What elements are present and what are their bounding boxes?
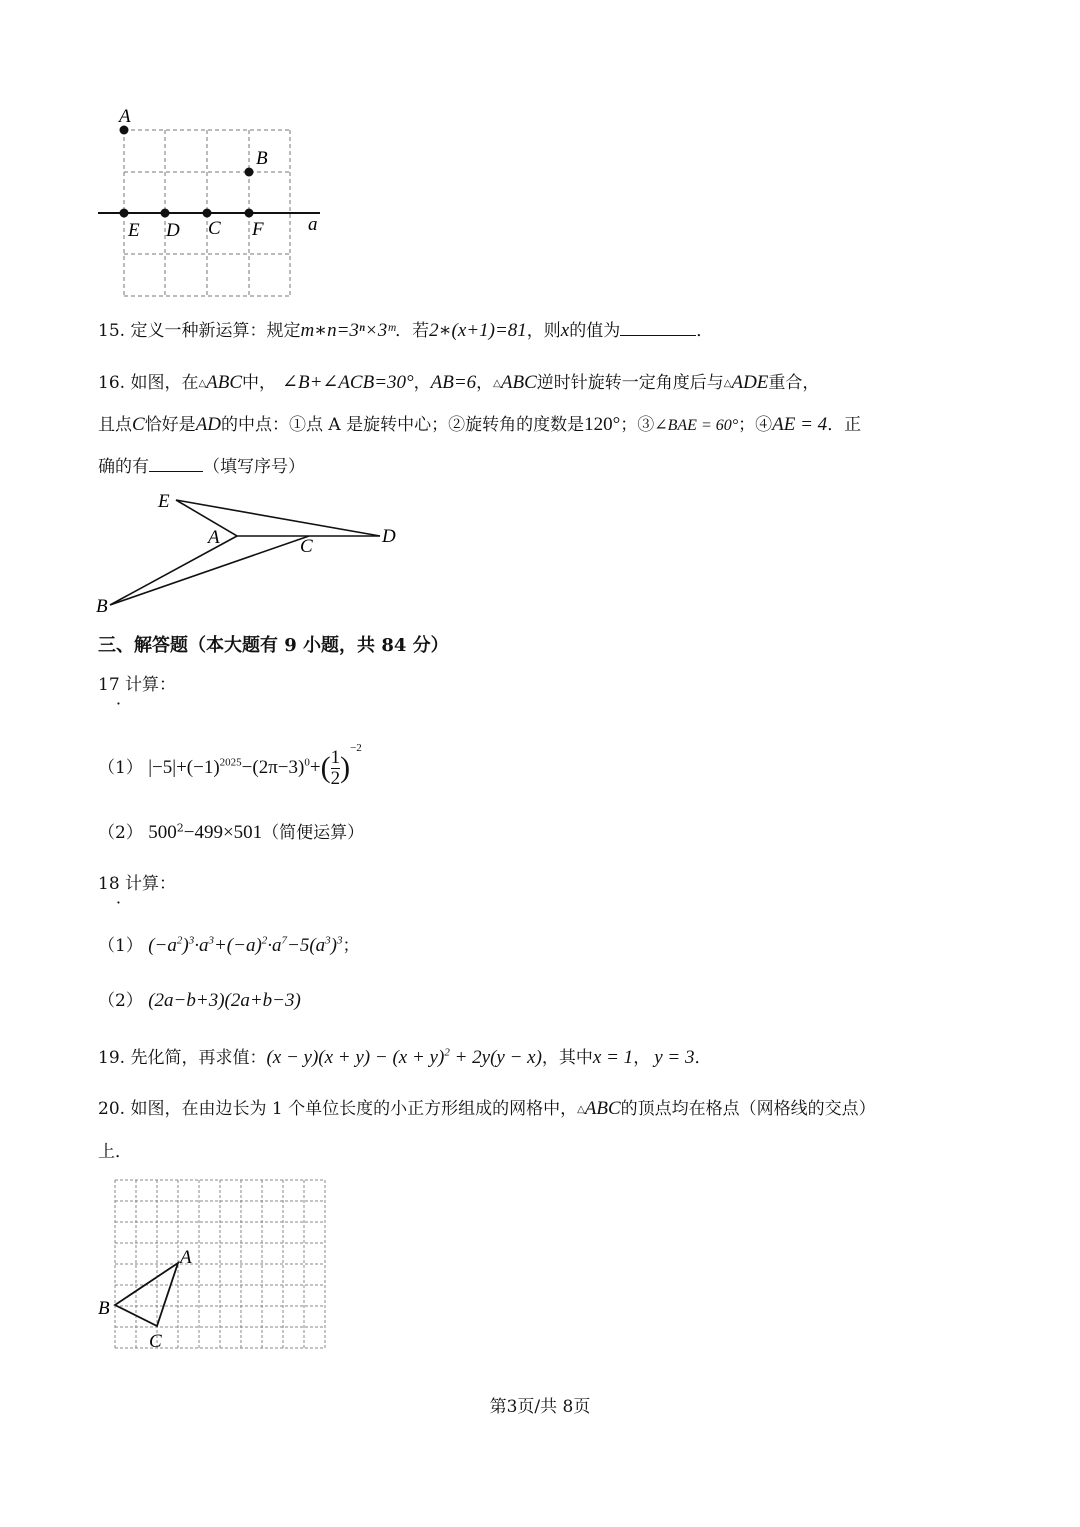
q15-mid: ．若 bbox=[395, 321, 430, 341]
q18-p1-end: ； bbox=[342, 936, 360, 956]
q18-p2-expr: (2a−b+3)(2a+b−3) bbox=[148, 990, 301, 1011]
q17-p2-label: （2） bbox=[98, 823, 143, 843]
label-A: A bbox=[180, 1247, 192, 1268]
label-D: D bbox=[382, 526, 396, 547]
q17-p1-num: 1 bbox=[330, 747, 341, 769]
q18-p1-expr: $(-a^2)^3\cdot a^3+(-a)^2\cdot a^7-5(a^3)^3$ bbox=[148, 934, 343, 956]
q16-120: 120° bbox=[584, 414, 621, 435]
label-B: B bbox=[96, 596, 108, 615]
triangle-symbol: △ bbox=[577, 1104, 585, 1115]
q16-ad: AD bbox=[195, 414, 222, 435]
q17-p1-exp2: 0 bbox=[304, 756, 310, 769]
q16-answer-blank[interactable] bbox=[149, 455, 203, 472]
label-D: D bbox=[166, 220, 180, 241]
q15-number: 15. bbox=[98, 321, 126, 341]
q17-p1-label: （1） bbox=[98, 758, 143, 778]
point-E bbox=[120, 209, 129, 218]
q17-p1-expr: $|-5|+(-1)^{2025}-(2\pi-3)^0+$( $\frac{1}{2}$ )$^{-2}$ bbox=[148, 742, 362, 790]
q16-number: 16. bbox=[98, 373, 126, 393]
triangle-symbol: △ bbox=[723, 378, 732, 389]
q17-part1 bbox=[98, 742, 362, 789]
triangle-abc bbox=[115, 1263, 178, 1326]
q15-var: x bbox=[560, 320, 570, 341]
q16-bae: ∠BAE = 60° bbox=[654, 417, 739, 434]
q17-p1-c: −(2π−3) bbox=[241, 757, 305, 778]
q16-text: 恰好是 bbox=[144, 415, 196, 435]
question-15 bbox=[98, 316, 713, 342]
grid-figure-q20 bbox=[95, 1175, 335, 1360]
label-E: E bbox=[128, 220, 140, 241]
q15-answer-blank[interactable] bbox=[620, 319, 696, 336]
q17-p1-exp1: 2025 bbox=[219, 756, 242, 769]
q16-text: 且点 bbox=[98, 415, 132, 435]
q16-text: ， bbox=[476, 373, 494, 393]
q18-p2-label: （2） bbox=[98, 991, 143, 1011]
question-16-line2 bbox=[98, 410, 861, 436]
q15-intro: 定义一种新运算：规定 bbox=[130, 321, 301, 341]
q18-part2 bbox=[98, 986, 301, 1012]
label-A: A bbox=[119, 106, 131, 127]
q20-number: 20. bbox=[98, 1099, 126, 1119]
label-a: a bbox=[308, 214, 318, 235]
triangle-symbol: △ bbox=[198, 378, 207, 389]
q17-number: 17 bbox=[98, 675, 120, 695]
q19-intro: 先化简，再求值： bbox=[130, 1048, 267, 1068]
q17-p1-d: + bbox=[309, 757, 321, 778]
point-F bbox=[245, 209, 254, 218]
q19-y-value: y = 3 bbox=[654, 1047, 695, 1068]
label-F: F bbox=[252, 219, 264, 240]
question-20-line2: 上． bbox=[98, 1142, 132, 1162]
q16-ade: ADE bbox=[731, 372, 769, 393]
q17-p1-exp3: −2 bbox=[350, 742, 362, 754]
question-17 bbox=[98, 670, 176, 695]
q16-text: 逆时针旋转一定角度后与 bbox=[536, 373, 724, 393]
q16-text: （填写序号） bbox=[203, 457, 305, 477]
label-C: C bbox=[149, 1331, 162, 1352]
label-B: B bbox=[98, 1298, 110, 1319]
q17-p2-note: （简便运算） bbox=[262, 823, 365, 843]
label-E: E bbox=[158, 491, 170, 512]
q19-end: ． bbox=[694, 1048, 712, 1068]
label-C: C bbox=[300, 536, 313, 557]
q18-p1-label: （1） bbox=[98, 936, 143, 956]
q15-cond: 2∗(x+1)=81 bbox=[429, 320, 527, 341]
question-20-line1 bbox=[98, 1094, 876, 1120]
label-B: B bbox=[256, 148, 268, 169]
q17-dot: ． bbox=[116, 689, 133, 708]
question-18 bbox=[98, 869, 176, 894]
page-footer: 第3页/共 8页 bbox=[489, 1397, 591, 1417]
q20-text: 的顶点均在格点（网格线的交点） bbox=[620, 1099, 876, 1119]
q17-part2 bbox=[98, 818, 364, 844]
q19-expr: $(x - y)(x + y) - (x + y)^2 + 2y(y - x)$ bbox=[266, 1046, 542, 1068]
q18-part1 bbox=[98, 931, 360, 957]
question-16-line1 bbox=[98, 368, 819, 394]
q16-text: ．正 bbox=[827, 415, 862, 435]
q18-dot: ． bbox=[116, 888, 133, 907]
question-19 bbox=[98, 1043, 711, 1069]
q16-point-c: C bbox=[132, 414, 145, 435]
q17-p1-b: +(−1) bbox=[176, 757, 220, 778]
q16-text: 确的有 bbox=[98, 457, 149, 477]
q16-ab-expr: AB=6 bbox=[430, 372, 477, 393]
label-A: A bbox=[208, 527, 220, 548]
q16-text: 中， bbox=[242, 373, 277, 393]
q16-ae: AE = 4 bbox=[772, 414, 828, 435]
grid-figure-q14 bbox=[90, 100, 340, 305]
q15-end: ． bbox=[696, 321, 714, 341]
section-3-heading: 三、解答题（本大题有 9 小题，共 84 分） bbox=[98, 635, 449, 656]
q17-p2-expr: 500 bbox=[148, 822, 177, 843]
q19-mid: ，其中 bbox=[541, 1048, 593, 1068]
point-B bbox=[245, 168, 254, 177]
q16-text: ；④ bbox=[738, 415, 773, 435]
point-D bbox=[161, 209, 170, 218]
q16-text: ， bbox=[413, 373, 431, 393]
q18-number: 18 bbox=[98, 874, 120, 894]
rotation-figure-q16 bbox=[90, 485, 410, 615]
q16-text: 的中点：①点 A 是旋转中心；②旋转角的度数是 bbox=[221, 415, 585, 435]
q16-angle-expr: ∠B+∠ACB=30° bbox=[282, 372, 414, 393]
q16-abc: ABC bbox=[500, 372, 537, 393]
q20-text: 如图，在由边长为 1 个单位长度的小正方形组成的网格中， bbox=[130, 1099, 578, 1119]
triangle-symbol: △ bbox=[493, 378, 501, 389]
q15-ask-post: 的值为 bbox=[569, 321, 621, 341]
q16-text: ；③ bbox=[620, 415, 655, 435]
q17-p1-den: 2 bbox=[330, 768, 341, 790]
q17-p2-rest: −499×501 bbox=[183, 822, 263, 843]
q15-def: m∗n=3ⁿ×3ᵐ bbox=[300, 320, 396, 341]
q17-title: 计算： bbox=[125, 675, 177, 695]
question-16-line3 bbox=[98, 452, 305, 477]
q19-sep: ， bbox=[633, 1048, 651, 1068]
q15-ask-pre: ，则 bbox=[526, 321, 561, 341]
q16-text: 如图，在 bbox=[130, 373, 199, 393]
q19-number: 19. bbox=[98, 1048, 126, 1068]
point-C bbox=[203, 209, 212, 218]
label-C: C bbox=[208, 218, 221, 239]
q19-x-value: x = 1 bbox=[592, 1047, 634, 1068]
q18-title: 计算： bbox=[125, 874, 177, 894]
q17-p2-exp: 2 bbox=[176, 821, 184, 835]
q16-text: 重合， bbox=[768, 373, 820, 393]
q17-p1-a: −5 bbox=[152, 757, 173, 778]
q16-abc: ABC bbox=[206, 372, 243, 393]
q20-abc: ABC bbox=[584, 1098, 621, 1119]
